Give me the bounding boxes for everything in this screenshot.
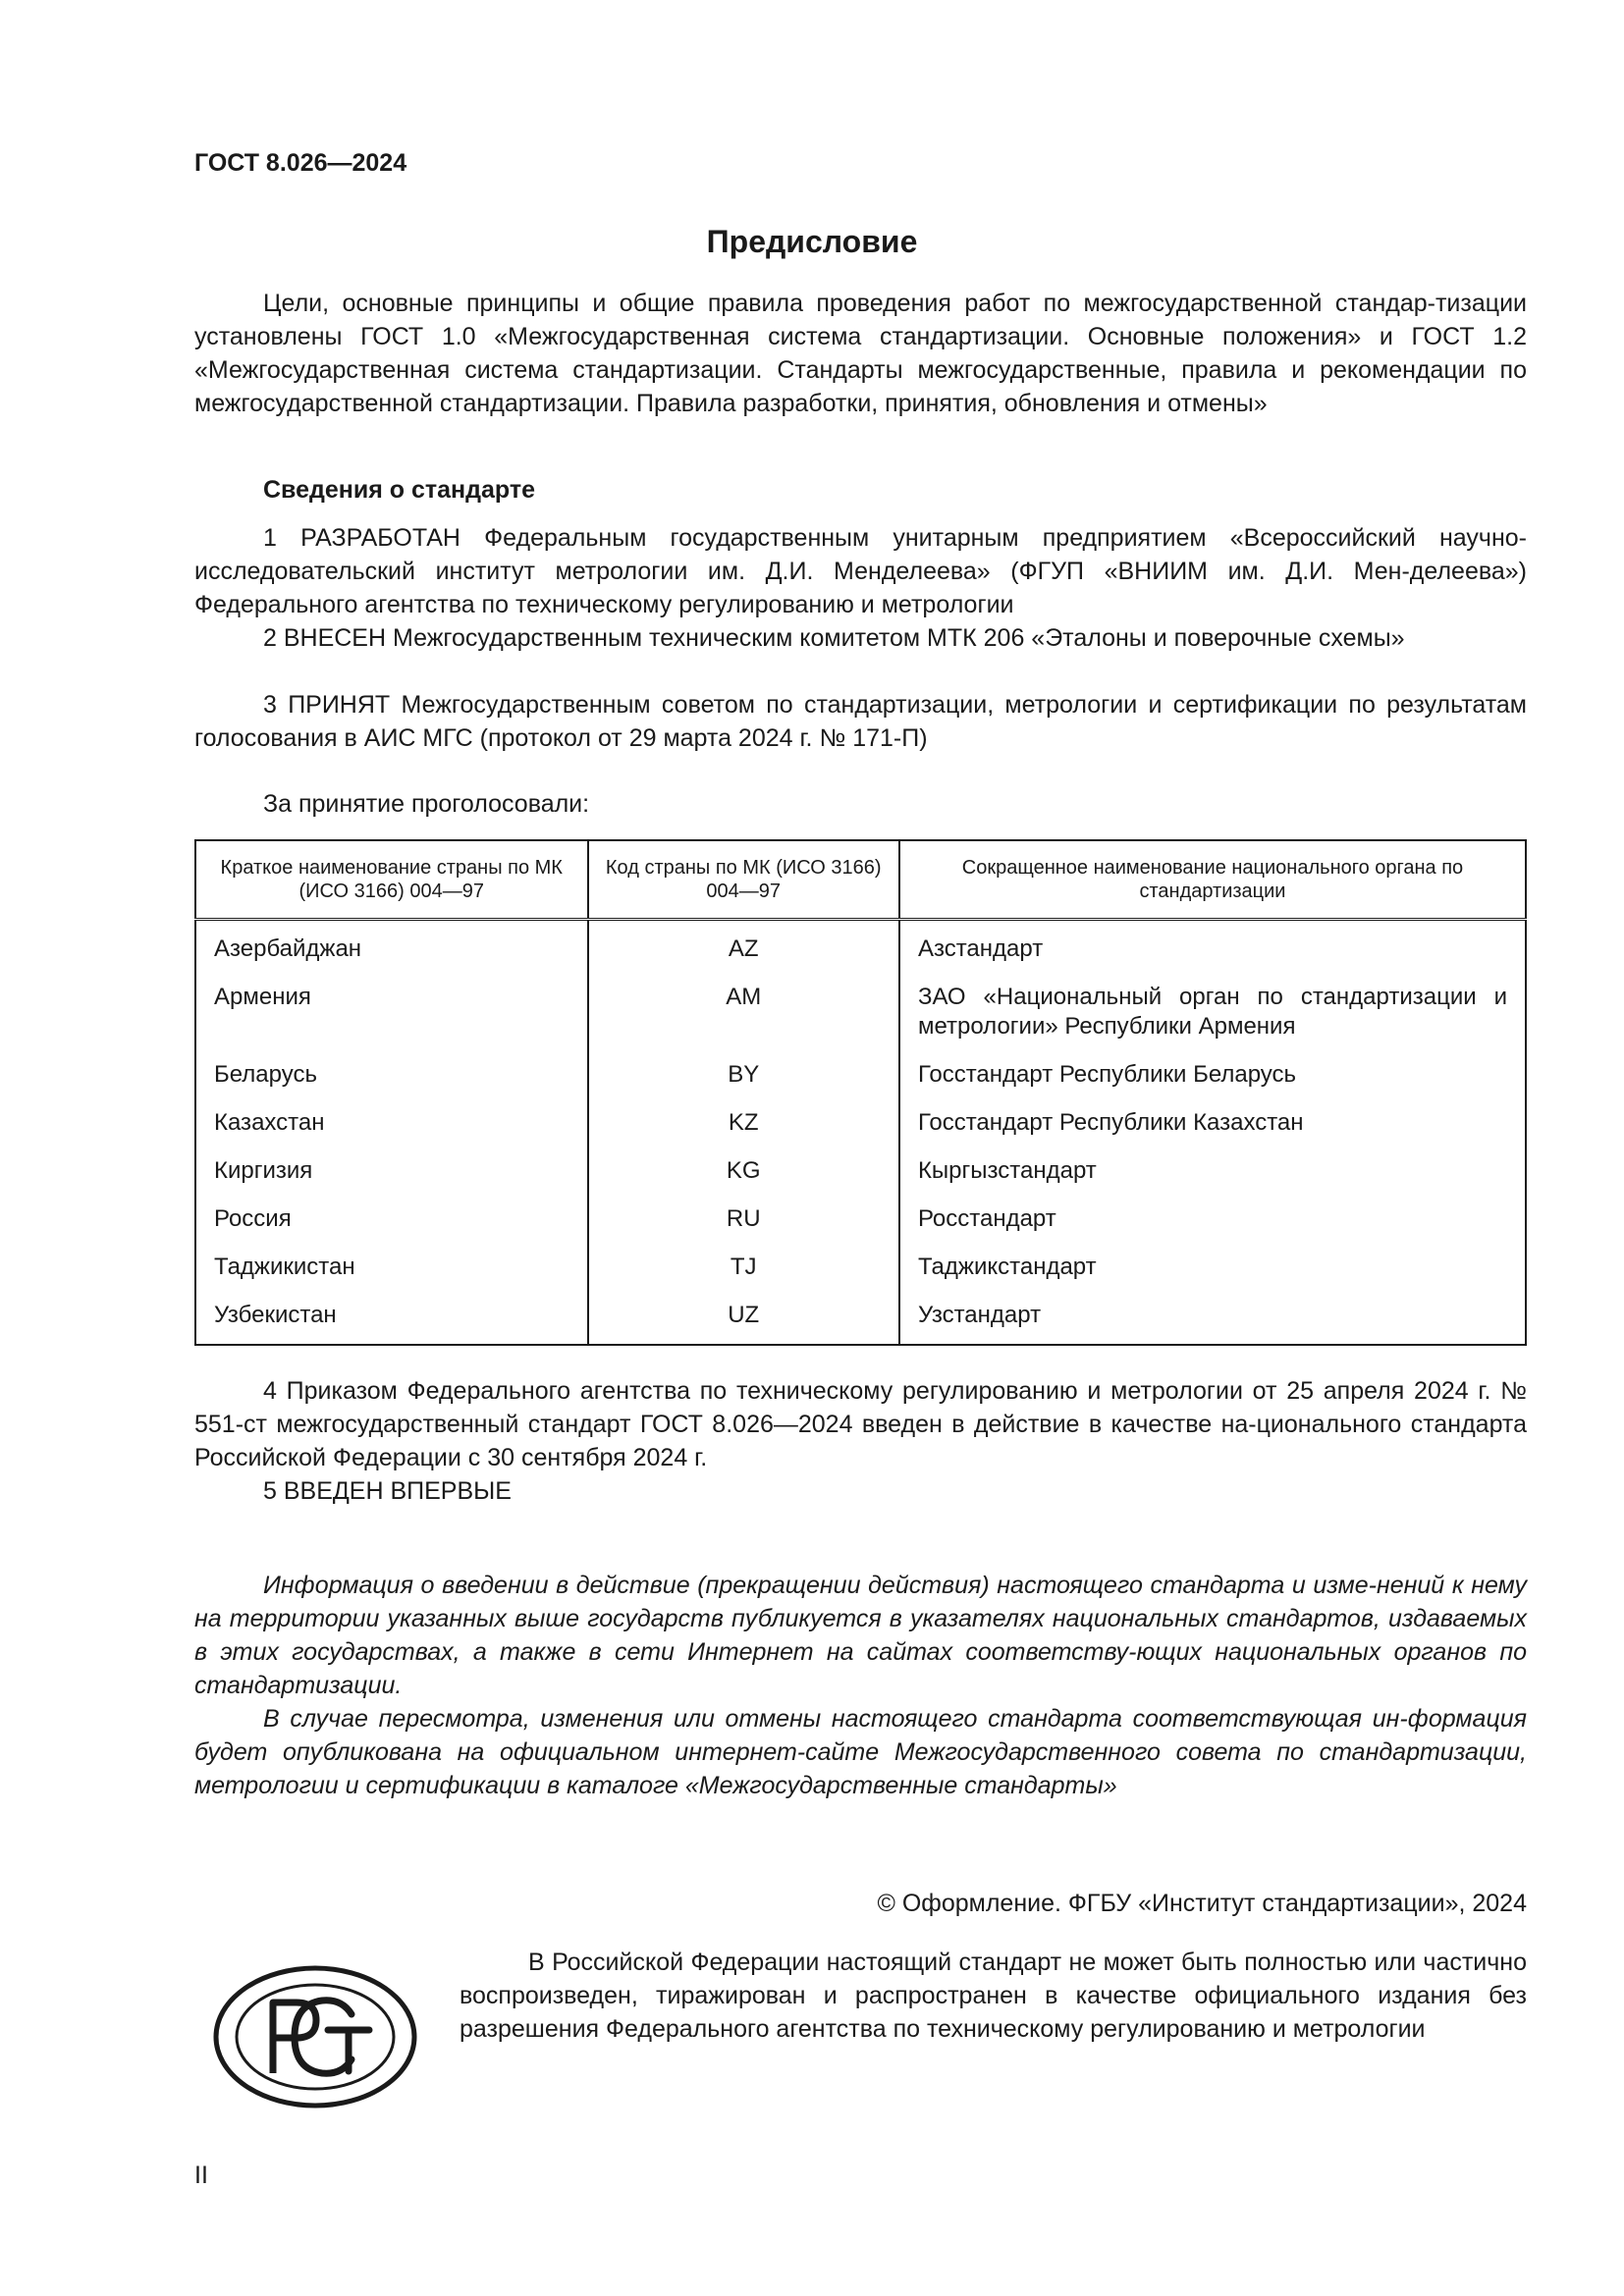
column-header-code: Код страны по МК (ИСО 3166) 004—97 bbox=[588, 840, 899, 920]
item-1: 1 РАЗРАБОТАН Федеральным государственным унитарным предприятием «Всероссийский научно-исследовательский институт метрологии им. Д.И. Менделеева» (ФГУП «ВНИИМ им. Д.И. Мен-делеева») Федерального агентства по техническому регулированию и метрологии bbox=[194, 524, 1527, 618]
body-cell: Росстандарт bbox=[899, 1196, 1526, 1244]
body-cell: Узстандарт bbox=[899, 1292, 1526, 1345]
table-row bbox=[195, 1148, 1526, 1196]
table-row bbox=[195, 1099, 1526, 1148]
copyright-line: © Оформление. ФГБУ «Институт стандартизации», 2024 bbox=[877, 1890, 1527, 1917]
country-cell: Таджикистан bbox=[195, 1244, 588, 1292]
table-row bbox=[195, 1051, 1526, 1099]
document-number: ГОСТ 8.026—2024 bbox=[194, 149, 407, 177]
voting-table bbox=[194, 839, 1527, 1346]
item-3: 3 ПРИНЯТ Межгосударственным советом по стандартизации, метрологии и сертификации по результатам голосования в АИС МГС (протокол от 29 марта 2024 г. № 171-П) bbox=[194, 691, 1527, 752]
section-title: Предисловие bbox=[706, 224, 918, 259]
rst-certification-mark-icon bbox=[212, 1963, 418, 2110]
table-row bbox=[195, 1196, 1526, 1244]
item-5: 5 ВВЕДЕН ВПЕРВЫЕ bbox=[263, 1477, 512, 1505]
voted-label: За принятие проголосовали: bbox=[263, 790, 590, 818]
code-cell: AZ bbox=[588, 920, 899, 975]
column-header-country: Краткое наименование страны по МК (ИСО 3166) 004—97 bbox=[195, 840, 588, 920]
body-cell: ЗАО «Национальный орган по стандартизации и метрологии» Республики Армения bbox=[899, 974, 1526, 1051]
code-cell: KZ bbox=[588, 1099, 899, 1148]
intro-paragraph: Цели, основные принципы и общие правила проведения работ по межгосударственной стандар-тизации установлены ГОСТ 1.0 «Межгосударственная система стандартизации. Основные положения» и ГОСТ 1.2 «Межгосударственная система стандартизации. Стандарты межгосударственные, правила и рекомендации по межгосударственной стандартизации. Правила разработки, принятия, обновления и отмены» bbox=[194, 290, 1527, 417]
body-cell: Таджикстандарт bbox=[899, 1244, 1526, 1292]
code-cell: AM bbox=[588, 974, 899, 1051]
column-header-body: Сокращенное наименование национального органа по стандартизации bbox=[899, 840, 1526, 920]
country-cell: Беларусь bbox=[195, 1051, 588, 1099]
table-header-row bbox=[195, 840, 1526, 920]
country-cell: Казахстан bbox=[195, 1099, 588, 1148]
country-cell: Азербайджан bbox=[195, 920, 588, 975]
rights-paragraph: В Российской Федерации настоящий стандарт не может быть полностью или частично воспроизведен, тиражирован и распространен в качестве официального издания без разрешения Федерального агентства по техническому регулированию и метрологии bbox=[460, 1949, 1527, 2043]
body-cell: Азстандарт bbox=[899, 920, 1526, 975]
code-cell: BY bbox=[588, 1051, 899, 1099]
table-row bbox=[195, 1244, 1526, 1292]
country-cell: Армения bbox=[195, 974, 588, 1051]
table-row bbox=[195, 974, 1526, 1051]
body-cell: Кыргызстандарт bbox=[899, 1148, 1526, 1196]
code-cell: TJ bbox=[588, 1244, 899, 1292]
country-cell: Россия bbox=[195, 1196, 588, 1244]
notice-paragraph-1: Информация о введении в действие (прекращении действия) настоящего стандарта и изме-нений к нему на территории указанных выше государств публикуется в указателях национальных стандартов, издаваемых в этих государствах, а также в сети Интернет на сайтах соответству-ющих национальных органов по стандартизации. bbox=[194, 1572, 1527, 1699]
table-row bbox=[195, 920, 1526, 975]
body-cell: Госстандарт Республики Казахстан bbox=[899, 1099, 1526, 1148]
code-cell: UZ bbox=[588, 1292, 899, 1345]
code-cell: RU bbox=[588, 1196, 899, 1244]
country-cell: Киргизия bbox=[195, 1148, 588, 1196]
body-cell: Госстандарт Республики Беларусь bbox=[899, 1051, 1526, 1099]
country-cell: Узбекистан bbox=[195, 1292, 588, 1345]
notice-paragraph-2: В случае пересмотра, изменения или отмены настоящего стандарта соответствующая ин-формация будет опубликована на официальном интернет-сайте Межгосударственного совета по стандартизации, метрологии и сертификации в каталоге «Межгосударственные стандарты» bbox=[194, 1705, 1527, 1799]
table-row bbox=[195, 1292, 1526, 1345]
item-4: 4 Приказом Федерального агентства по техническому регулированию и метрологии от 25 апреля 2024 г. № 551-ст межгосударственный стандарт ГОСТ 8.026—2024 введен в действие в качестве на-ционального стандарта Российской Федерации с 30 сентября 2024 г. bbox=[194, 1377, 1527, 1471]
page-number: II bbox=[194, 2162, 208, 2189]
code-cell: KG bbox=[588, 1148, 899, 1196]
info-heading: Сведения о стандарте bbox=[263, 476, 536, 504]
item-2: 2 ВНЕСЕН Межгосударственным техническим комитетом МТК 206 «Эталоны и поверочные схемы» bbox=[263, 624, 1405, 652]
